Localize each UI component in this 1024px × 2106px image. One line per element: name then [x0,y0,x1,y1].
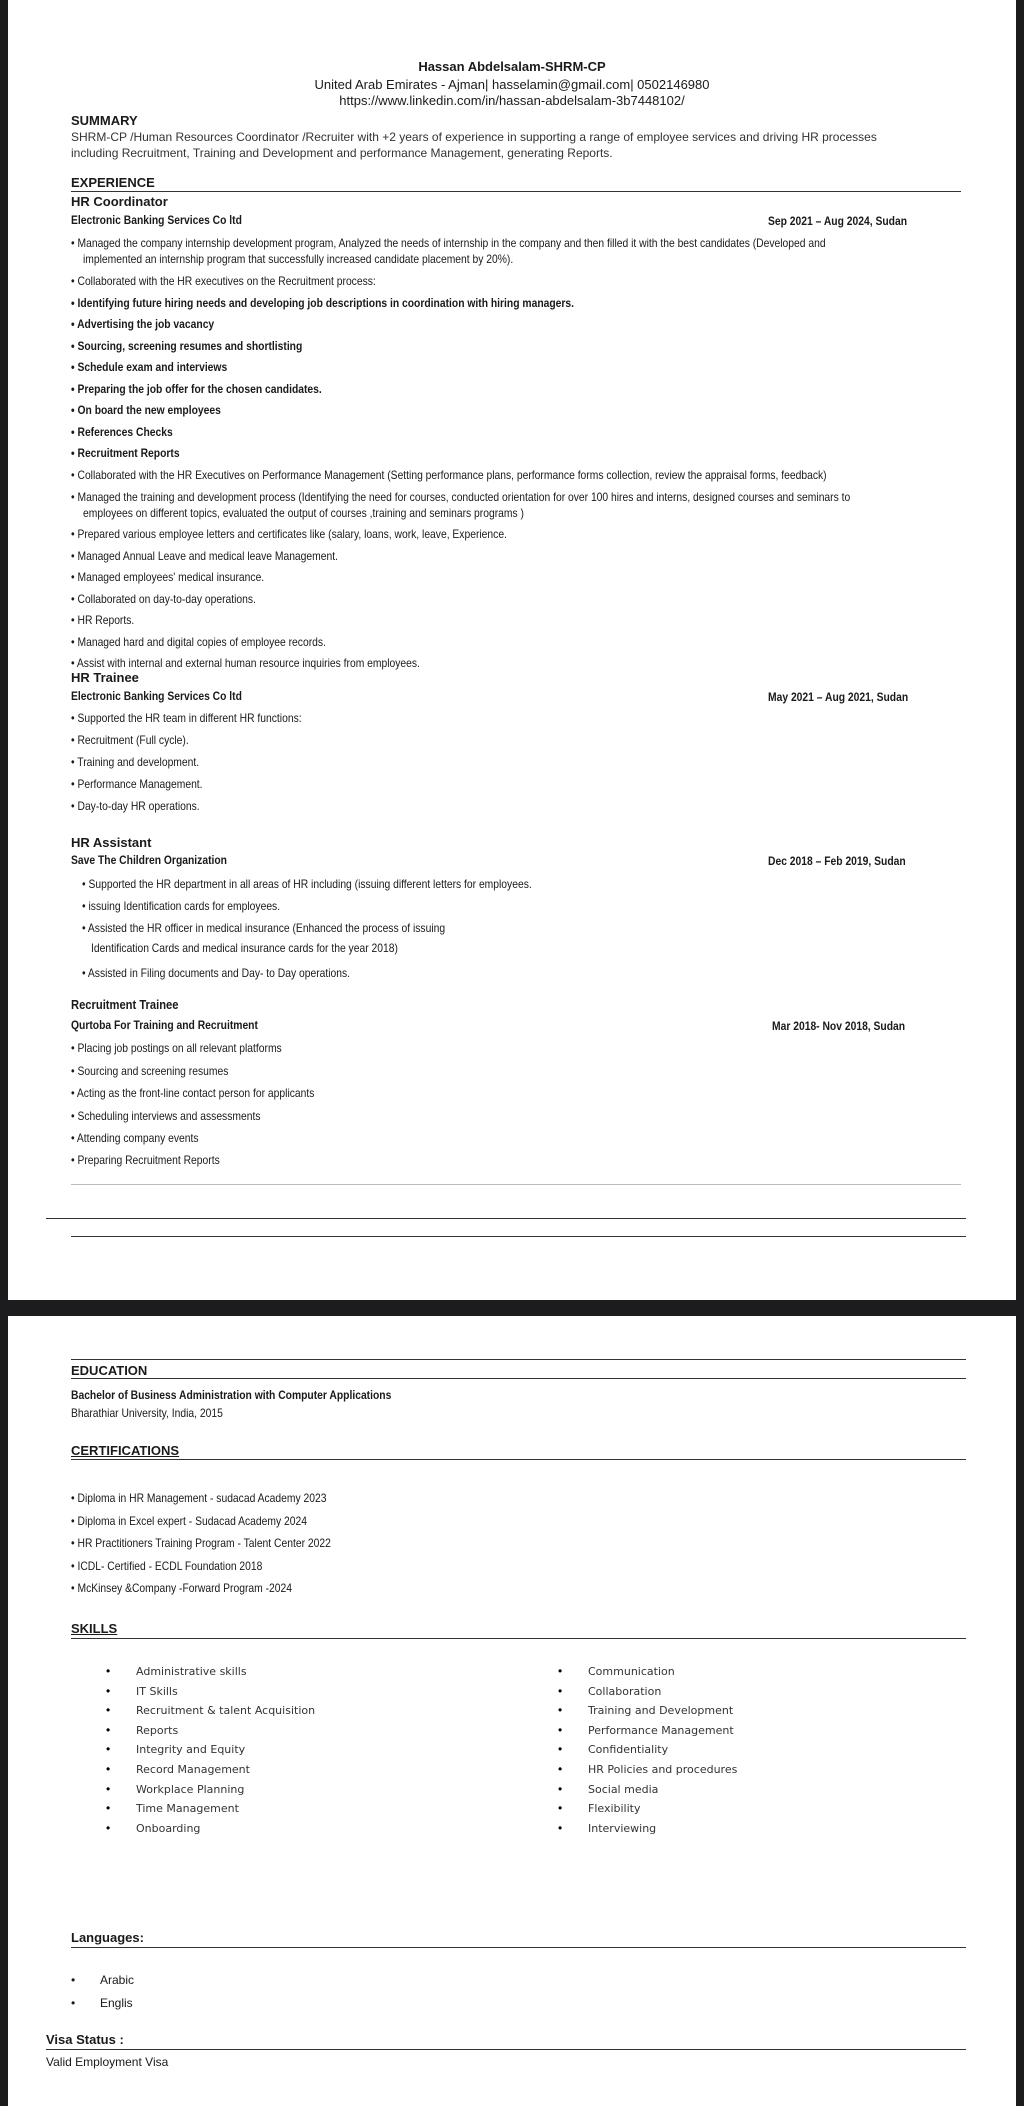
skill-item: Recruitment & talent Acquisition [136,1704,316,1718]
experience-heading: EXPERIENCE [71,175,155,190]
job-2-bullet-3: • Training and development. [71,755,200,769]
skill-bullet: • [106,1683,111,1698]
job-2-dates: May 2021 – Aug 2021, Sudan [768,690,909,704]
job-4-dates: Mar 2018- Nov 2018, Sudan [772,1019,906,1033]
skill-item: Social media [588,1782,659,1796]
job-2-title: HR Trainee [71,670,139,685]
job-4-bullet-3: • Acting as the front-line contact person for applicants [71,1086,315,1100]
skill-bullet: • [558,1722,563,1737]
skill-bullet: • [106,1722,111,1737]
certification-item: • ICDL- Certified - ECDL Foundation 2018 [71,1559,263,1573]
visa-status-value: Valid Employment Visa [46,2055,169,2069]
linkedin-url: https://www.linkedin.com/in/hassan-abdelsalam-3b7448102/ [339,93,685,108]
job-1-bullet-14: • Managed Annual Leave and medical leave Management. [71,549,338,563]
skill-item: Onboarding [136,1821,201,1835]
language-item: • Englis [71,1996,133,2010]
certification-item: • Diploma in HR Management - sudacad Academy 2023 [71,1491,327,1505]
job-3-dates: Dec 2018 – Feb 2019, Sudan [768,854,906,868]
job-1-bullet-6: • Schedule exam and interviews [71,360,228,374]
candidate-name: Hassan Abdelsalam-SHRM-CP [418,59,606,74]
summary-line-1: SHRM-CP /Human Resources Coordinator /Recruiter with +2 years of experience in supporting a range of employee services and driving HR processes [71,130,877,144]
job-4-bullet-2: • Sourcing and screening resumes [71,1064,229,1078]
job-1-bullet-7: • Preparing the job offer for the chosen candidates. [71,382,322,396]
job-1-bullet-11: • Collaborated with the HR Executives on Performance Management (Setting performance plans, performance forms collection, review the appraisal forms, feedback) [71,468,827,482]
skill-item: Reports [136,1723,179,1737]
skill-item: Workplace Planning [136,1782,245,1796]
job-2-bullet-5: • Day-to-day HR operations. [71,799,200,813]
job-2-bullet-1: • Supported the HR team in different HR functions: [71,711,302,725]
job-3-bullet-1: • Supported the HR department in all areas of HR including (issuing different letters for employees. [82,877,532,891]
skill-bullet: • [558,1664,563,1678]
certification-item: • McKinsey &Company -Forward Program -2024 [71,1581,292,1595]
skill-bullet: • [558,1820,563,1835]
languages-divider [71,1947,966,1948]
skill-bullet: • [106,1703,111,1718]
experience-divider [71,191,961,192]
certifications-divider [71,1459,966,1460]
summary-line-2: including Recruitment, Training and Development and performance Management, generating Reports. [71,146,613,160]
skill-item: Communication [588,1665,675,1678]
education-heading: EDUCATION [71,1363,148,1378]
job-1-bullet-13: • Prepared various employee letters and certificates like (salary, loans, work, leave, Experience. [71,527,507,541]
job-4-bullet-5: • Attending company events [71,1131,199,1145]
footer-divider-2 [46,1218,966,1219]
job-1-bullet-19: • Assist with internal and external human resource inquiries from employees. [71,656,420,670]
skill-item: HR Policies and procedures [588,1763,738,1776]
skills-heading: SKILLS [71,1621,118,1636]
resume-page-1 [8,0,1016,1300]
job-1-bullet-10: • Recruitment Reports [71,446,180,460]
skill-item: Interviewing [588,1821,657,1835]
job-1-bullet-1a: • Managed the company internship development program, Analyzed the needs of internship in the company and then filled it with the best candidates (Developed and [71,236,826,250]
job-1-bullet-16: • Collaborated on day-to-day operations. [71,592,256,606]
certifications-heading: CERTIFICATIONS [71,1443,180,1458]
education-divider [71,1378,966,1379]
skill-bullet: • [558,1703,563,1718]
skill-bullet: • [106,1820,111,1835]
job-1-bullet-15: • Managed employees' medical insurance. [71,570,265,584]
skill-item: Performance Management [588,1723,734,1737]
certification-item: • Diploma in Excel expert - Sudacad Academy 2024 [71,1514,307,1528]
skill-bullet: • [558,1683,563,1698]
skill-item: IT Skills [136,1684,178,1698]
skill-item: Time Management [136,1802,239,1816]
footer-divider-1 [71,1184,961,1185]
skill-item: Administrative skills [136,1665,247,1678]
job-4-bullet-6: • Preparing Recruitment Reports [71,1153,220,1167]
contact-line: United Arab Emirates - Ajman| hasselamin@gmail.com| 0502146980 [314,77,710,92]
certification-item: • HR Practitioners Training Program - Talent Center 2022 [71,1536,331,1550]
skill-item: Record Management [136,1763,250,1776]
resume-page-2 [8,1316,1016,2106]
skill-bullet: • [106,1742,111,1757]
skill-item: Flexibility [588,1802,641,1816]
summary-heading: SUMMARY [71,113,138,128]
skill-bullet: • [106,1801,111,1816]
education-school: Bharathiar University, India, 2015 [71,1406,223,1420]
job-1-bullet-12b: employees on different topics, evaluated the output of courses ,training and seminars programs ) [83,506,524,520]
skill-bullet: • [106,1664,111,1678]
job-3-bullet-3b: Identification Cards and medical insurance cards for the year 2018) [91,941,398,955]
job-3-bullet-4: • Assisted in Filing documents and Day- to Day operations. [82,966,351,980]
footer-divider-3 [71,1236,966,1237]
skill-bullet: • [558,1781,563,1796]
skills-divider [71,1638,966,1639]
job-2-company: Electronic Banking Services Co ltd [71,689,242,703]
job-4-bullet-1: • Placing job postings on all relevant platforms [71,1041,282,1055]
job-1-dates: Sep 2021 – Aug 2024, Sudan [768,214,907,228]
job-2-bullet-4: • Performance Management. [71,777,203,791]
job-1-bullet-3: • Identifying future hiring needs and developing job descriptions in coordination with hiring managers. [71,296,575,310]
job-1-bullet-2: • Collaborated with the HR executives on the Recruitment process: [71,274,376,288]
job-3-company: Save The Children Organization [71,853,227,867]
skill-bullet: • [106,1762,111,1776]
job-2-bullet-2: • Recruitment (Full cycle). [71,733,189,747]
skill-item: Training and Development [588,1704,734,1718]
job-1-bullet-9: • References Checks [71,425,173,439]
skill-item: Confidentiality [588,1743,669,1757]
education-top-rule [71,1359,966,1360]
job-1-bullet-5: • Sourcing, screening resumes and shortlisting [71,339,303,353]
skill-item: Collaboration [588,1684,662,1698]
education-degree: Bachelor of Business Administration with Computer Applications [71,1388,392,1402]
job-1-company: Electronic Banking Services Co ltd [71,213,242,227]
job-3-title: HR Assistant [71,835,152,850]
job-1-bullet-4: • Advertising the job vacancy [71,317,215,331]
job-4-title: Recruitment Trainee [71,997,179,1012]
job-1-bullet-1b: implemented an internship program that successfully increased candidate placement by 20%). [83,252,514,266]
skill-item: Integrity and Equity [136,1743,246,1757]
skill-bullet: • [558,1801,563,1816]
job-3-bullet-2: • issuing Identification cards for employees. [82,899,281,913]
visa-divider [46,2049,966,2050]
visa-heading: Visa Status : [46,2032,124,2047]
job-1-bullet-12a: • Managed the training and development process (Identifying the need for courses, conducted orientation for over 100 hires and interns, designed courses and seminars to [71,490,851,504]
job-1-bullet-17: • HR Reports. [71,613,135,627]
job-3-bullet-3a: • Assisted the HR officer in medical insurance (Enhanced the process of issuing [82,921,446,935]
skill-bullet: • [106,1781,111,1796]
language-item: • Arabic [71,1973,135,1987]
job-1-bullet-18: • Managed hard and digital copies of employee records. [71,635,326,649]
skill-bullet: • [558,1742,563,1757]
job-1-title: HR Coordinator [71,194,168,209]
skill-bullet: • [558,1762,563,1776]
job-1-bullet-8: • On board the new employees [71,403,221,417]
job-4-bullet-4: • Scheduling interviews and assessments [71,1109,261,1123]
languages-heading: Languages: [71,1930,144,1945]
job-4-company: Qurtoba For Training and Recruitment [71,1018,258,1032]
